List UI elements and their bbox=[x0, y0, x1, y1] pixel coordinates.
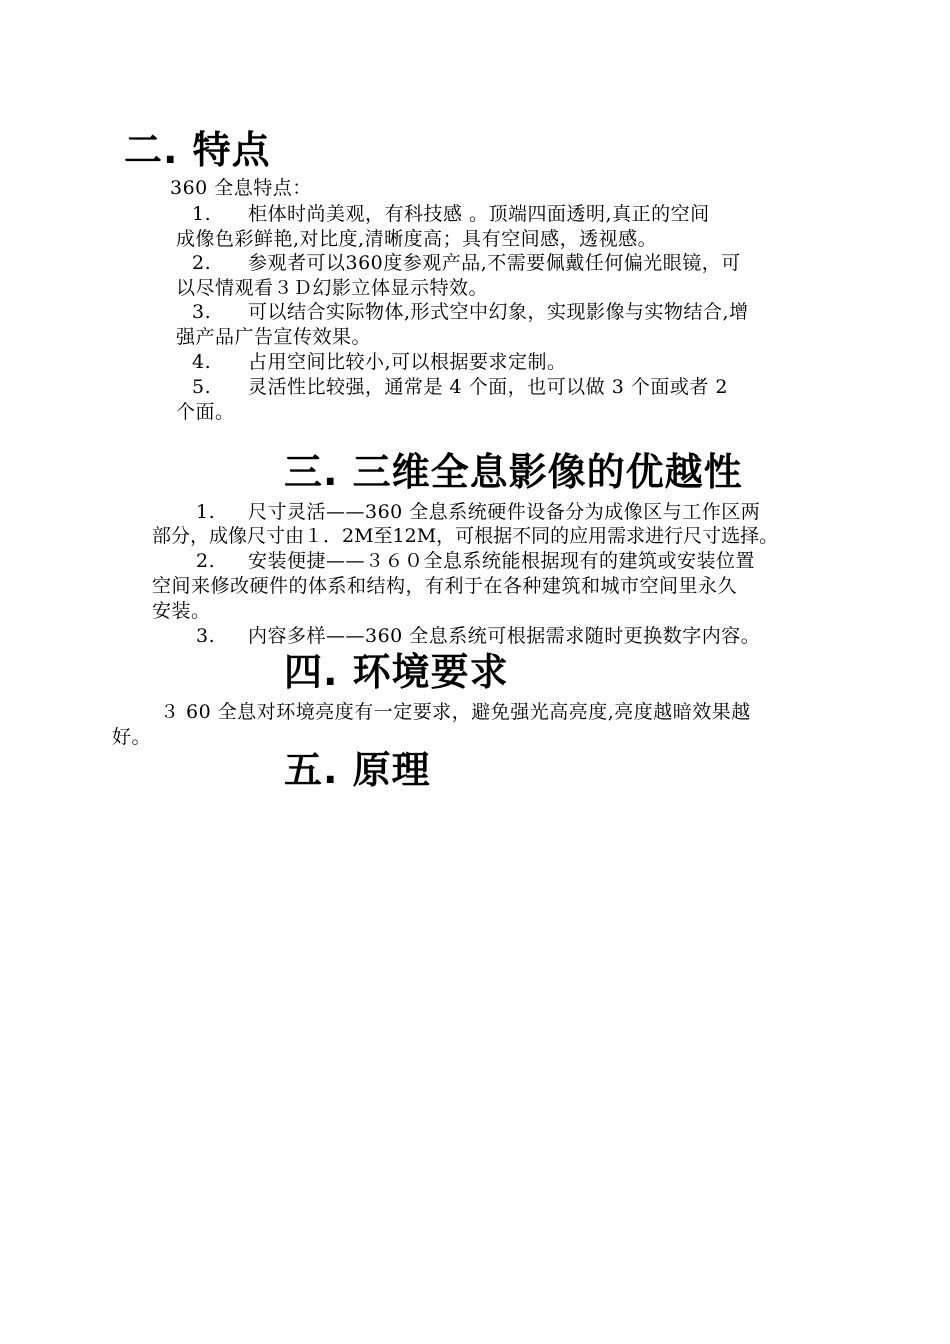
features-item-4-number: 4. bbox=[192, 351, 212, 373]
advantages-item-1-number: 1. bbox=[196, 501, 216, 523]
features-item-2-line2: 以尽情观看３Ｄ幻影立体显示特效。 bbox=[176, 277, 489, 299]
advantages-item-1-line2: 部分，成像尺寸由１．2M至12M，可根据不同的应用需求进行尺寸选择。 bbox=[152, 525, 779, 547]
advantages-item-2-line3: 安装。 bbox=[152, 600, 211, 622]
features-item-3-line1: 可以结合实际物体,形式空中幻象，实现影像与实物结合,增 bbox=[248, 301, 749, 323]
features-item-1-line1: 柜体时尚美观，有科技感 。顶端四面透明,真正的空间 bbox=[248, 203, 710, 225]
features-item-1-number: 1. bbox=[192, 203, 212, 225]
features-item-4-line1: 占用空间比较小,可以根据要求定制。 bbox=[248, 351, 567, 373]
environment-line1: ３ 60 全息对环境亮度有一定要求，避免强光高亮度,亮度越暗效果越 bbox=[160, 701, 751, 723]
features-item-2-number: 2. bbox=[192, 252, 212, 274]
advantages-item-2-line2: 空间来修改硬件的体系和结构，有利于在各种建筑和城市空间里永久 bbox=[152, 575, 738, 597]
features-item-1-line2: 成像色彩鲜艳,对比度,清晰度高；具有空间感，透视感。 bbox=[176, 228, 658, 250]
advantages-item-1-line1: 尺寸灵活——360 全息系统硬件设备分为成像区与工作区两 bbox=[248, 501, 761, 523]
section-heading-features: 二. 特点 bbox=[124, 128, 271, 172]
section-heading-principle: 五. 原理 bbox=[284, 748, 431, 792]
section-heading-environment: 四. 环境要求 bbox=[284, 650, 509, 694]
features-item-5-line1: 灵活性比较强，通常是 4 个面，也可以做 3 个面或者 2 bbox=[248, 376, 728, 398]
advantages-item-3-number: 3. bbox=[196, 625, 216, 647]
features-item-5-line2: 个面。 bbox=[176, 401, 235, 423]
section-heading-advantages: 三. 三维全息影像的优越性 bbox=[284, 450, 743, 494]
features-item-5-number: 5. bbox=[192, 376, 212, 398]
features-item-3-line2: 强产品广告宣传效果。 bbox=[176, 326, 372, 348]
advantages-item-2-line1: 安装便捷——３６０全息系统能根据现有的建筑或安装位置 bbox=[248, 550, 756, 572]
features-intro: 360 全息特点： bbox=[170, 177, 312, 199]
features-item-3-number: 3. bbox=[192, 301, 212, 323]
advantages-item-2-number: 2. bbox=[196, 550, 216, 572]
advantages-item-3-line1: 内容多样——360 全息系统可根据需求随时更换数字内容。 bbox=[248, 625, 761, 647]
features-item-2-line1: 参观者可以360度参观产品,不需要佩戴任何偏光眼镜，可 bbox=[248, 252, 741, 274]
environment-line2: 好。 bbox=[112, 726, 152, 748]
